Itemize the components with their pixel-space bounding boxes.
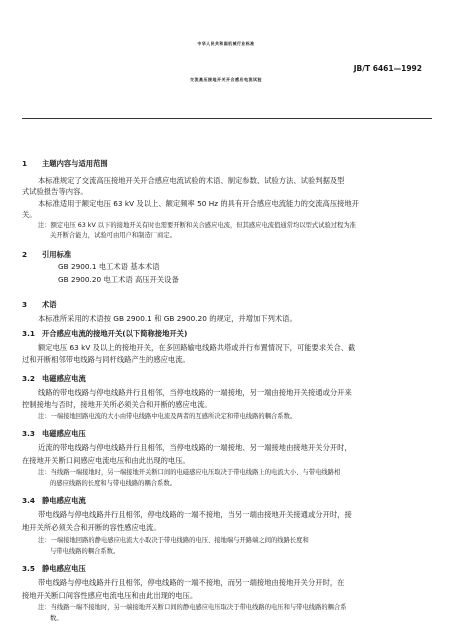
reference-1: GB 2900.1 电工术语 基本术语 [58, 262, 160, 271]
term-3-5-line-2: 接地开关断口间容性感应电流电压和由此出现的电压。 [22, 591, 198, 600]
term-3-4-heading [22, 496, 86, 505]
reference-2: GB 2900.20 电工术语 高压开关设备 [58, 275, 179, 284]
term-3-5-note-line-1: 注：当线路一端不接地时，另一端接地开关断口间的静电感应电压取决于带电线路的电压和与带电线路的耦合系 [38, 604, 347, 611]
section-3-intro: 本标准所采用的术语按 GB 2900.1 和 GB 2900.20 的规定，并增加下列术语。 [38, 314, 297, 323]
section-2-number: 2 [22, 250, 28, 259]
term-3-1-number: 3.1 [22, 329, 35, 338]
term-3-1-heading [22, 329, 187, 338]
term-3-4-title: 静电感应电流 [42, 496, 86, 505]
document-title: 交流高压接地开关开合感应电流试验 [190, 77, 262, 82]
issuer-title: 中华人民共和国机械行业标准 [197, 41, 255, 46]
term-3-5-heading [22, 564, 86, 573]
section-1-paragraph-2-line-2: 关。 [22, 210, 37, 219]
term-3-4-number: 3.4 [22, 496, 35, 505]
term-3-4-note-line-2: 与带电线路的耦合系数。 [50, 548, 120, 555]
standard-number: JB/T 6461—1992 [353, 64, 422, 73]
term-3-1-line-1: 额定电压 63 kV 及以上的接地开关，在多回路输电线路共塔或并行布置情况下，可能要求关合、截 [38, 343, 356, 352]
term-3-3-note-line-1: 注：当线路一端接地时，另一端接地开关断口间的电磁感应电压取决于带电线路上的电流大小、与带电线路相 [38, 469, 341, 476]
term-3-3-note-line-2: 的感应线路的长度和与带电线路的耦合系数。 [50, 480, 176, 487]
term-3-5-line-1: 带电线路与停电线路并行且相邻，停电线路的一端不接地，而另一端接地由接地开关分开时，在 [38, 578, 345, 587]
term-3-4-line-2: 地开关所必须关合和开断的容性感应电流。 [22, 523, 161, 532]
title-divider [22, 118, 432, 119]
section-2-title: 引用标准 [42, 250, 72, 259]
section-1-paragraph-2-line-1: 本标准适用于额定电压 63 kV 及以上、额定频率 50 Hz 的具有开合感应电流能力的交流高压接地开 [38, 199, 360, 208]
section-3-heading [22, 300, 57, 309]
section-1-heading [22, 159, 108, 168]
section-1-note-line-1: 注：额定电压 63 kV 以下的接地开关有时也需要开断和关合感应电流，但其感应电流值通常均以型式试验过程为准 [38, 222, 356, 229]
section-3-number: 3 [22, 300, 28, 309]
term-3-5-number: 3.5 [22, 564, 35, 573]
term-3-2-title: 电磁感应电流 [42, 374, 86, 383]
term-3-5-title: 静电感应电压 [42, 564, 86, 573]
term-3-3-line-2: 在接地开关断口间感应电流电压和由此出现的电压。 [22, 456, 190, 465]
term-3-2-note: 注：一端接地回路电流的大小由带电线路中电流及两者的互感所决定和带电线路的耦合系数。 [38, 413, 297, 420]
section-1-paragraph-1-line-1: 本标准规定了交流高压接地开关开合感应电流试验的术语、制定参数、试验方法、试验判据及型 [38, 176, 345, 185]
section-1-note-line-2: 关开断合能力，试验可由用户和制造厂商定。 [50, 232, 176, 239]
section-1-title: 主题内容与适用范围 [42, 159, 108, 168]
section-2-heading [22, 250, 71, 259]
term-3-3-heading [22, 429, 86, 438]
section-1-paragraph-1-line-2: 式试验报告等内容。 [22, 187, 88, 196]
term-3-1-line-2: 过和开断相邻带电线路与同杆线路产生的感应电流。 [22, 355, 190, 364]
section-1-number: 1 [22, 159, 28, 168]
term-3-3-title: 电磁感应电压 [42, 429, 86, 438]
term-3-3-number: 3.3 [22, 429, 35, 438]
term-3-3-line-1: 近流的带电线路与停电线路并行且相邻，当停电线路的一端接地、另一端接地由接地开关分开时， [38, 443, 352, 452]
term-3-1-title: 开合感应电流的接地开关(以下简称接地开关) [42, 329, 188, 338]
section-3-title: 术语 [42, 300, 57, 309]
term-3-4-line-1: 带电线路与停电线路并行且相邻，停电线路的一端不接地，当另一端由接地开关接通或分开时，接 [38, 510, 352, 519]
term-3-2-number: 3.2 [22, 374, 35, 383]
term-3-5-note-line-2: 数。 [50, 615, 63, 622]
term-3-2-line-2: 控制接地与否时，接地开关所必须关合和开断的感应电流。 [22, 400, 212, 409]
term-3-2-line-1: 线路的带电线路与停电线路并行且相邻，当停电线路的一端接地，另一端由接地开关接通或分开来 [38, 388, 352, 397]
term-3-2-heading [22, 374, 86, 383]
term-3-4-note-line-1: 注：一端接地回路的静电感应电流大小取决于带电线路的电压、接地端与开路端之间的线路长度和 [38, 537, 309, 544]
